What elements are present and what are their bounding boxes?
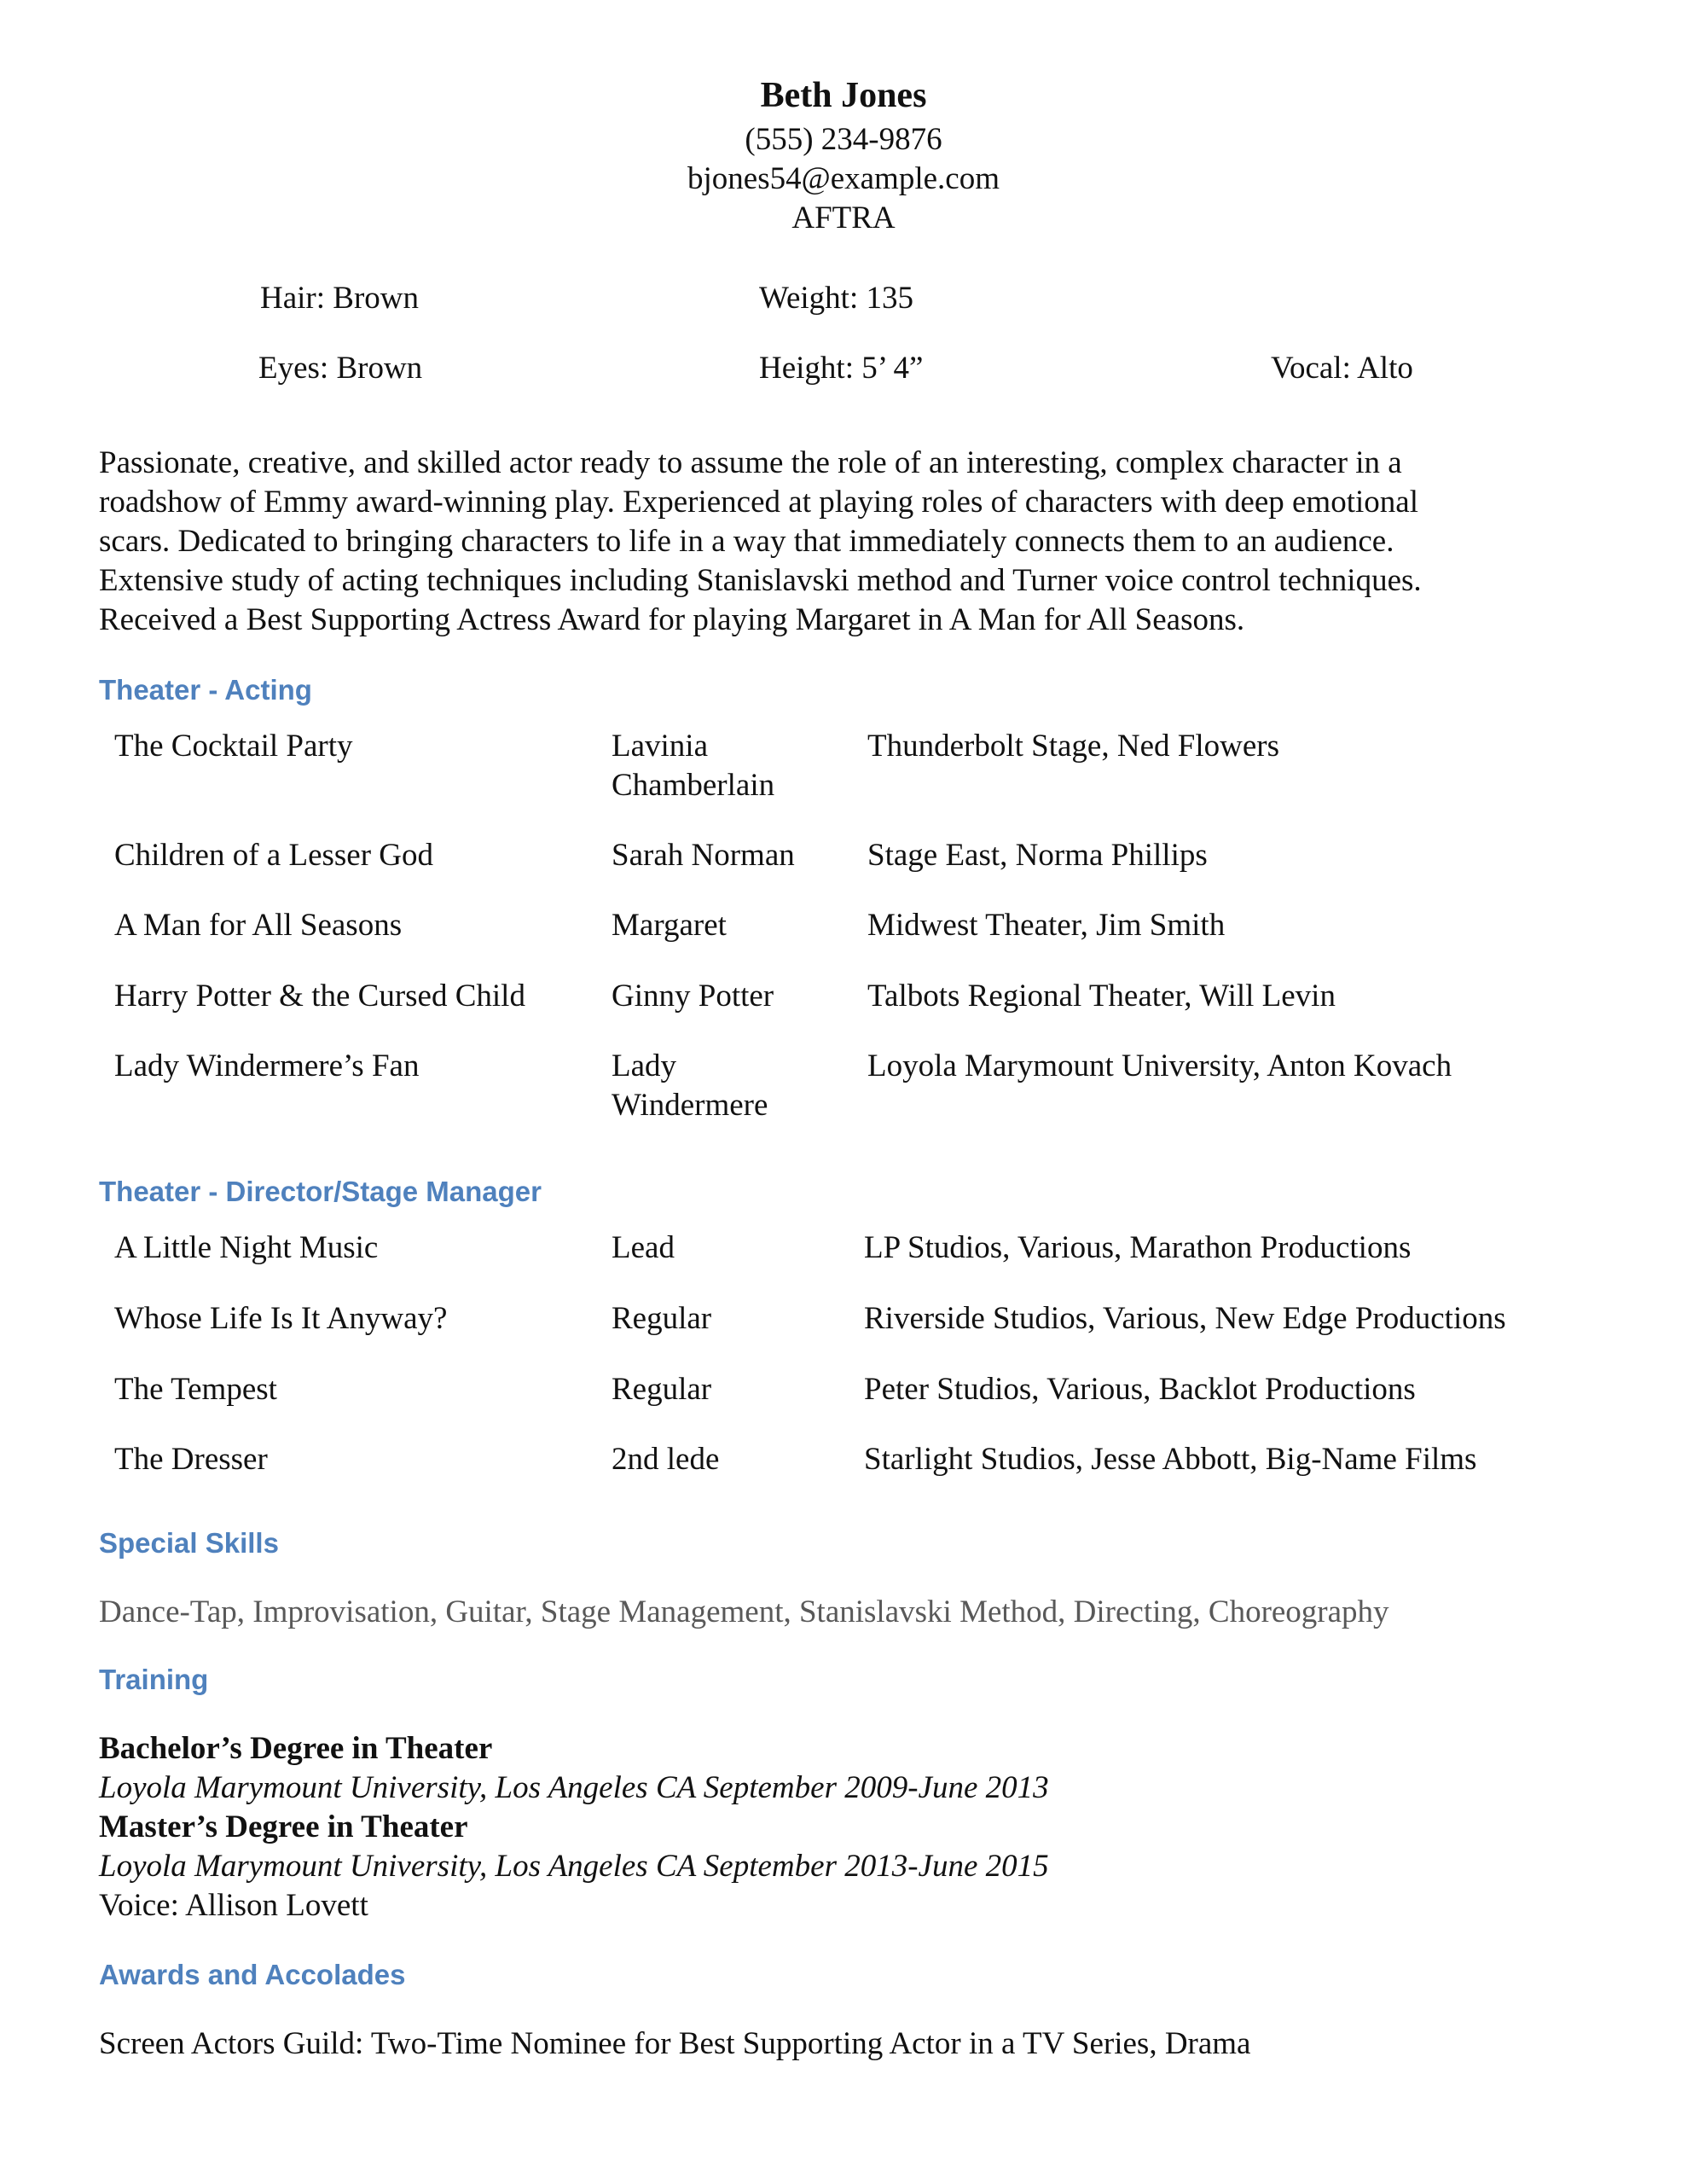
director-venue: LP Studios, Various, Marathon Productions bbox=[864, 1230, 1412, 1265]
director-production: Whose Life Is It Anyway? bbox=[114, 1301, 448, 1336]
phone-number: (555) 234-9876 bbox=[745, 122, 942, 157]
summary-line: Extensive study of acting techniques including Stanislavski method and Turner voice control techniques. bbox=[99, 563, 1422, 598]
union-affiliation: AFTRA bbox=[791, 200, 896, 235]
skills-list: Dance-Tap, Improvisation, Guitar, Stage Management, Stanislavski Method, Directing, Choreography bbox=[99, 1594, 1389, 1629]
degree-detail: Loyola Marymount University, Los Angeles CA September 2009-June 2013 bbox=[99, 1770, 1049, 1805]
section-title-special-skills: Special Skills bbox=[99, 1527, 279, 1559]
director-venue: Riverside Studios, Various, New Edge Productions bbox=[864, 1301, 1506, 1336]
director-production: A Little Night Music bbox=[114, 1230, 379, 1265]
acting-role: Sarah Norman bbox=[612, 838, 795, 873]
award-item: Screen Actors Guild: Two-Time Nominee for Best Supporting Actor in a TV Series, Drama bbox=[99, 2026, 1251, 2061]
director-role: Regular bbox=[612, 1372, 712, 1407]
acting-role: Margaret bbox=[612, 908, 727, 943]
director-production: The Tempest bbox=[114, 1372, 277, 1407]
acting-venue: Midwest Theater, Jim Smith bbox=[867, 908, 1226, 943]
attr-height: Height: 5’ 4” bbox=[759, 351, 924, 386]
attr-hair: Hair: Brown bbox=[260, 281, 419, 316]
acting-production: A Man for All Seasons bbox=[114, 908, 403, 943]
summary-line: Passionate, creative, and skilled actor ready to assume the role of an interesting, complex character in a bbox=[99, 445, 1402, 480]
acting-venue: Loyola Marymount University, Anton Kovach bbox=[867, 1048, 1452, 1083]
acting-production: Lady Windermere’s Fan bbox=[114, 1048, 420, 1083]
summary-paragraph bbox=[99, 444, 1617, 640]
degree-title: Master’s Degree in Theater bbox=[99, 1809, 468, 1844]
acting-production: Children of a Lesser God bbox=[114, 838, 434, 873]
voice-coach: Voice: Allison Lovett bbox=[99, 1888, 368, 1923]
acting-venue: Stage East, Norma Phillips bbox=[867, 838, 1208, 873]
acting-venue: Talbots Regional Theater, Will Levin bbox=[867, 979, 1336, 1014]
acting-role-cont: Chamberlain bbox=[612, 768, 775, 803]
attr-vocal: Vocal: Alto bbox=[1271, 351, 1413, 386]
director-role: Regular bbox=[612, 1301, 712, 1336]
director-production: The Dresser bbox=[114, 1442, 268, 1477]
acting-role-cont: Windermere bbox=[612, 1088, 768, 1123]
director-role: 2nd lede bbox=[612, 1442, 720, 1477]
acting-production: Harry Potter & the Cursed Child bbox=[114, 979, 525, 1014]
email-address: bjones54@example.com bbox=[687, 161, 1000, 196]
attr-eyes: Eyes: Brown bbox=[258, 351, 423, 386]
section-title-theater-director: Theater - Director/Stage Manager bbox=[99, 1176, 542, 1207]
director-venue: Peter Studios, Various, Backlot Productions bbox=[864, 1372, 1416, 1407]
degree-detail: Loyola Marymount University, Los Angeles CA September 2013-June 2015 bbox=[99, 1849, 1049, 1884]
degree-title: Bachelor’s Degree in Theater bbox=[99, 1731, 493, 1766]
acting-role: Ginny Potter bbox=[612, 979, 774, 1014]
section-title-awards: Awards and Accolades bbox=[99, 1959, 406, 1990]
summary-line: roadshow of Emmy award-winning play. Experienced at playing roles of characters with deep emotional bbox=[99, 485, 1418, 520]
acting-production: The Cocktail Party bbox=[114, 729, 353, 764]
director-venue: Starlight Studios, Jesse Abbott, Big-Name Films bbox=[864, 1442, 1477, 1477]
section-title-theater-acting: Theater - Acting bbox=[99, 674, 312, 706]
summary-line: Received a Best Supporting Actress Award for playing Margaret in A Man for All Seasons. bbox=[99, 602, 1245, 637]
director-role: Lead bbox=[612, 1230, 675, 1265]
acting-role: Lady bbox=[612, 1048, 677, 1083]
candidate-name: Beth Jones bbox=[760, 76, 927, 115]
section-title-training: Training bbox=[99, 1664, 209, 1695]
acting-role: Lavinia bbox=[612, 729, 709, 764]
summary-line: scars. Dedicated to bringing characters to life in a way that immediately connects them to an audience. bbox=[99, 524, 1394, 559]
acting-venue: Thunderbolt Stage, Ned Flowers bbox=[867, 729, 1279, 764]
attr-weight: Weight: 135 bbox=[759, 281, 913, 316]
